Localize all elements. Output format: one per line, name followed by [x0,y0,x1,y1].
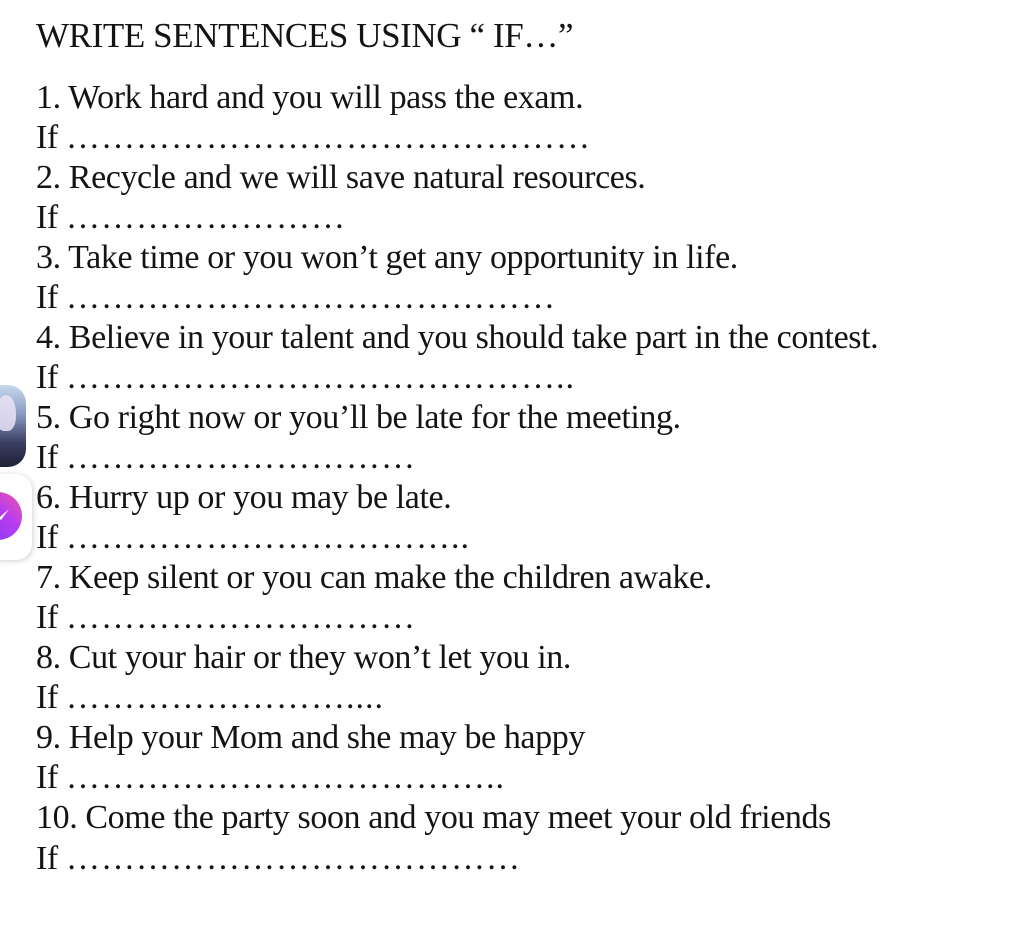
exercise-item-9 [36,718,878,798]
messenger-bubble[interactable] [0,474,32,560]
answer-blank: ………………………… [65,599,416,636]
answer-line [36,838,878,880]
if-prefix: If [36,359,58,396]
exercise-sentence: 2. Recycle and we will save natural resources. [36,159,646,196]
exercise-item-3 [36,238,878,318]
exercise-sentence: 10. Come the party soon and you may meet your old friends [36,799,831,836]
exercise-sentence: 7. Keep silent or you can make the children awake. [36,559,712,596]
answer-blank: …………………….... [65,679,384,716]
answer-line [36,198,878,238]
answer-blank: …………………………………….. [65,359,575,396]
exercise-item-5 [36,398,878,478]
answer-blank: ……………………………………… [65,119,591,156]
if-prefix: If [36,840,58,877]
answer-blank: …………………………….. [65,519,470,556]
avatar-icon [0,395,16,431]
exercise-item-2 [36,158,878,238]
exercise-item-8 [36,638,878,718]
exercise-sentence: 4. Believe in your talent and you should take part in the contest. [36,319,879,356]
answer-blank: ……………………………….. [65,759,505,796]
answer-line [36,118,878,158]
answer-line [36,678,878,718]
if-prefix: If [36,439,58,476]
if-prefix: If [36,519,58,556]
exercise-sentence: 9. Help your Mom and she may be happy [36,719,585,756]
exercise-item-10 [36,798,878,880]
answer-line [36,438,878,478]
if-prefix: If [36,679,58,716]
if-prefix: If [36,119,66,156]
if-prefix: If [36,599,58,636]
answer-line [36,358,878,398]
exercise-item-1 [36,78,878,158]
answer-line [36,278,878,318]
answer-line [36,518,878,558]
exercise-list [36,78,878,880]
answer-line [36,598,878,638]
exercise-item-7 [36,558,878,638]
if-prefix: If [36,199,58,236]
exercise-sentence: 3. Take time or you won’t get any opportunity in life. [36,239,738,276]
worksheet-title: WRITE SENTENCES USING “ IF…” [36,16,574,55]
answer-line [36,758,878,798]
exercise-item-6 [36,478,878,558]
exercise-sentence: 6. Hurry up or you may be late. [36,479,452,516]
exercise-sentence: 5. Go right now or you’ll be late for the meeting. [36,399,681,436]
exercise-sentence: 8. Cut your hair or they won’t let you in. [36,639,572,676]
answer-blank: …………………… [65,199,346,236]
if-prefix: If [36,759,58,796]
answer-blank: ………………………………… [65,840,521,877]
answer-blank: ………………………… [65,439,416,476]
avatar-chat-head[interactable] [0,385,26,467]
answer-blank: …………………………………… [65,279,556,316]
exercise-item-4 [36,318,878,398]
if-prefix: If [36,279,58,316]
exercise-sentence: 1. Work hard and you will pass the exam. [36,79,584,116]
